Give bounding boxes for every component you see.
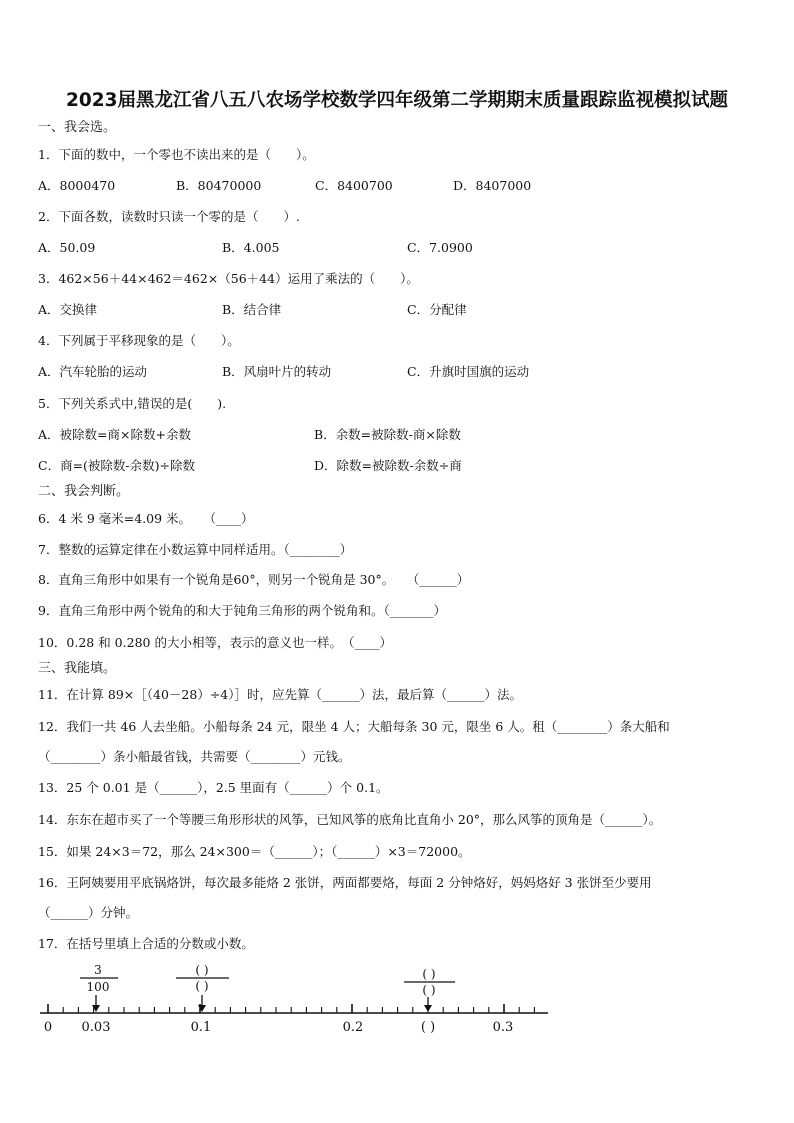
arrow-0.03 (92, 995, 100, 1012)
question-1-option-a: A．8000470 (38, 178, 116, 193)
blank-numerator: ( ) (422, 967, 436, 981)
arrow-0.1 (198, 995, 206, 1012)
blank-denominator: ( ) (195, 979, 209, 993)
question-2-stem: 2．下面各数，读数时只读一个零的是（ ）. (38, 209, 300, 224)
page-title: 2023届黑龙江省八五八农场学校数学四年级第二学期期末质量跟踪监视模拟试题 (66, 90, 728, 111)
question-5-stem: 5．下列关系式中,错误的是( ). (38, 396, 227, 411)
question-1-option-c: C．8400700 (315, 178, 393, 193)
question-12-line-1: 12．我们一共 46 人去坐船。小船每条 24 元，限坐 4 人；大船每条 30 元，限坐 6 人。租（________）条大船和 (38, 719, 670, 734)
question-17: 17．在括号里填上合适的分数或小数。 (38, 936, 254, 951)
section-1-heading: 一、我会选。 (38, 120, 117, 135)
question-4-option-c: C．升旗时国旗的运动 (407, 364, 530, 379)
fraction-3-100 (80, 963, 118, 994)
blank-numerator: ( ) (195, 963, 209, 977)
question-15: 15．如果 24×3＝72，那么 24×300＝（______）；（______）×3＝72000。 (38, 844, 471, 859)
blank-denominator: ( ) (422, 983, 436, 997)
question-3-stem: 3．462×56＋44×462＝462×（56＋44）运用了乘法的（ ）。 (38, 271, 419, 286)
blank-fraction-1 (176, 963, 229, 993)
fraction-numerator: 3 (94, 963, 102, 977)
section-3-heading: 三、我能填。 (38, 661, 117, 676)
question-10: 10．0.28 和 0.280 的大小相等，表示的意义也一样。 （____） (38, 635, 392, 650)
label-0.2: 0.2 (342, 1020, 364, 1035)
label-0.03: 0.03 (81, 1020, 111, 1035)
question-3-option-a: A．交换律 (38, 302, 98, 317)
question-8: 8．直角三角形中如果有一个锐角是60°，则另一个锐角是 30°。 （______） (38, 572, 470, 587)
question-11: 11．在计算 89×［（40－28）÷4）］时，应先算（______）法，最后算（______）法。 (38, 687, 522, 702)
question-16-line-2: （______）分钟。 (38, 905, 139, 920)
section-2-heading: 二、我会判断。 (38, 484, 130, 499)
question-2-option-b: B．4.005 (222, 240, 280, 255)
question-4-option-b: B．风扇叶片的转动 (222, 364, 332, 379)
label-0: 0 (43, 1020, 53, 1035)
question-16-line-1: 16．王阿姨要用平底锅烙饼，每次最多能烙 2 张饼，两面都要烙，每面 2 分钟烙好，妈妈烙好 3 张饼至少要用 (38, 875, 652, 890)
question-12-line-2: （________）条小船最省钱，共需要（________）元钱。 (38, 749, 351, 764)
question-9: 9．直角三角形中两个锐角的和大于钝角三角形的两个锐角和。（_______） (38, 603, 446, 618)
question-5-option-c: C．商=(被除数-余数)÷除数 (38, 458, 195, 473)
label-0.3: 0.3 (492, 1020, 514, 1035)
question-4-stem: 4．下列属于平移现象的是（ ）。 (38, 333, 240, 348)
question-1-stem: 1．下面的数中，一个零也不读出来的是（ ）。 (38, 147, 315, 162)
question-5-option-d: D．除数=被除数-余数÷商 (314, 458, 462, 473)
question-4-option-a: A．汽车轮胎的运动 (38, 364, 148, 379)
question-5-option-a: A．被除数=商×除数+余数 (38, 427, 191, 442)
question-5-option-b: B．余数=被除数-商×除数 (314, 427, 461, 442)
question-7: 7．整数的运算定律在小数运算中同样适用。（________） (38, 542, 353, 557)
blank-fraction-2 (404, 967, 455, 997)
number-line-ticks (48, 1004, 534, 1013)
question-6: 6．4 米 9 毫米=4.09 米。 （____） (38, 511, 254, 526)
question-2-option-a: A．50.09 (38, 240, 96, 255)
question-3-option-b: B．结合律 (222, 302, 282, 317)
question-14: 14．东东在超市买了一个等腰三角形形状的风筝，已知风筝的底角比直角小 20°，那么风筝的顶角是（______）。 (38, 812, 662, 827)
question-1-option-d: D．8407000 (453, 178, 532, 193)
label-0.1: 0.1 (190, 1020, 212, 1035)
question-3-option-c: C．分配律 (407, 302, 467, 317)
question-1-option-b: B．80470000 (176, 178, 262, 193)
label-blank: ( ) (420, 1020, 436, 1035)
question-2-option-c: C．7.0900 (407, 240, 473, 255)
fraction-denominator: 100 (86, 980, 110, 994)
question-13: 13．25 个 0.01 是（______），2.5 里面有（______）个 0.1。 (38, 780, 389, 795)
arrow-unknown (424, 997, 432, 1012)
